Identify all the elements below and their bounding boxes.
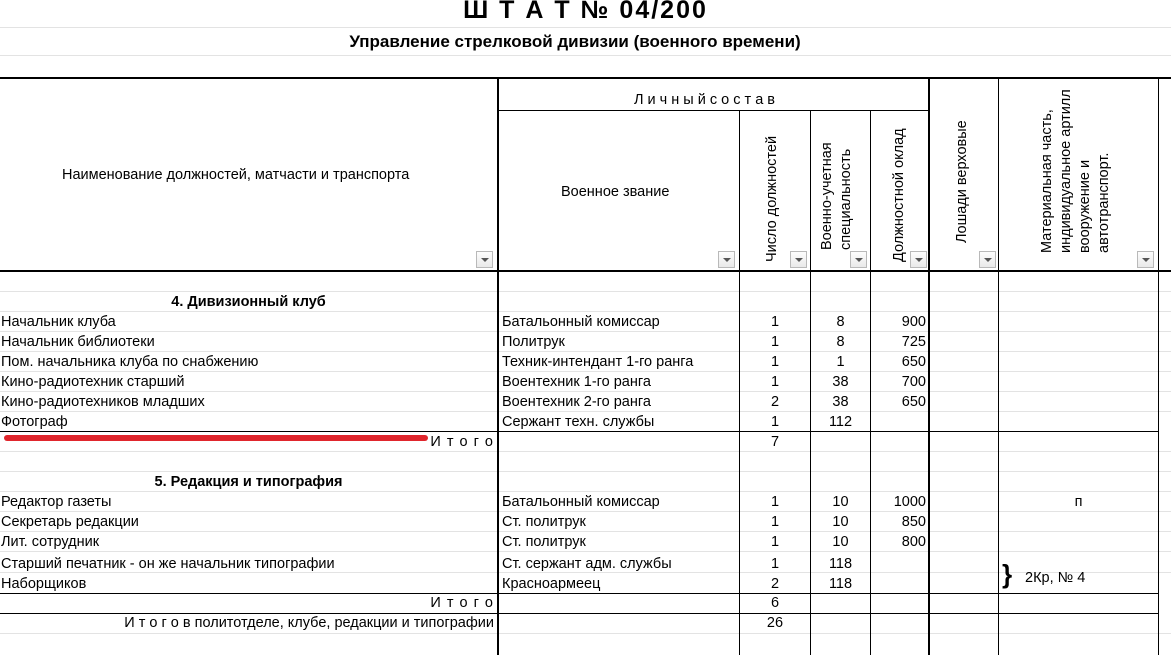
header-materiel-line4: автотранспорт. (1096, 152, 1112, 253)
row-vus: 38 (832, 394, 849, 410)
section-total-label: И т о г о (430, 434, 494, 450)
row-count: 2 (770, 576, 780, 592)
filter-dropdown-materiel[interactable] (1137, 251, 1154, 268)
header-salary: Должностной оклад (891, 128, 907, 262)
row-vus: 112 (828, 414, 853, 430)
header-specialty-line2: специальность (838, 148, 854, 250)
row-vus: 8 (836, 334, 845, 350)
row-rank: Ст. политрук (502, 514, 586, 530)
brace-symbol: } (1002, 559, 1013, 589)
row-rank: Сержант техн. службы (502, 414, 655, 430)
row-rank: Ст. политрук (502, 534, 586, 550)
row-salary: 700 (901, 374, 926, 390)
row-salary: 1000 (893, 494, 926, 510)
header-horses: Лошади верховые (954, 120, 970, 243)
header-materiel-line2: индивидуальное артилл (1058, 89, 1074, 253)
row-count: 1 (770, 414, 780, 430)
grand-total-label: И т о г о в политотделе, клубе, редакции и типографии (124, 615, 494, 631)
row-count: 1 (770, 354, 780, 370)
column-divider-end (1158, 78, 1159, 655)
section-total-count: 6 (770, 595, 780, 611)
header-count: Число должностей (764, 135, 780, 262)
row-count: 2 (770, 394, 780, 410)
row-rank: Воентехник 1-го ранга (502, 374, 651, 390)
row-salary: 850 (901, 514, 926, 530)
row-count: 1 (770, 556, 780, 572)
row-salary: 800 (901, 534, 926, 550)
row-rank: Техник-интендант 1-го ранга (502, 354, 694, 370)
row-vus: 8 (836, 314, 845, 330)
section-title-editorial: 5. Редакция и типография (154, 474, 343, 490)
row-count: 1 (770, 534, 780, 550)
row-salary: 900 (901, 314, 926, 330)
filter-dropdown-horses[interactable] (979, 251, 996, 268)
filter-dropdown-salary[interactable] (910, 251, 927, 268)
header-rank: Военное звание (561, 184, 670, 200)
row-name: Фотограф (1, 414, 68, 430)
section-total-label: И т о г о (430, 595, 494, 611)
total-top-border (0, 593, 1158, 594)
grand-total-count: 26 (766, 615, 784, 631)
filter-dropdown-rank[interactable] (718, 251, 735, 268)
row-vus: 10 (832, 534, 849, 550)
personnel-group-divider (497, 110, 929, 111)
column-divider-horses (928, 78, 930, 655)
filter-dropdown-vus[interactable] (850, 251, 867, 268)
row-name: Наборщиков (1, 576, 87, 592)
row-rank: Воентехник 2-го ранга (502, 394, 651, 410)
row-count: 1 (770, 314, 780, 330)
row-salary: 725 (901, 334, 926, 350)
row-count: 1 (770, 514, 780, 530)
printing-materiel-note: 2Кр, № 4 (1025, 570, 1086, 586)
row-name: Старший печатник - он же начальник типографии (1, 556, 335, 572)
header-top-border (0, 77, 1171, 79)
row-name: Начальник библиотеки (1, 334, 155, 350)
row-salary: 650 (901, 354, 926, 370)
row-name: Кино-радиотехник старший (1, 374, 185, 390)
column-divider-materiel (998, 78, 999, 655)
row-count: 1 (770, 374, 780, 390)
row-rank: Ст. сержант адм. службы (502, 556, 672, 572)
row-vus: 1 (836, 354, 845, 370)
header-bottom-border (0, 270, 1171, 272)
row-name: Начальник клуба (1, 314, 116, 330)
header-materiel-line3: вооружение и (1077, 159, 1093, 253)
document-title: Ш Т А Т № 04/200 (463, 0, 708, 24)
row-rank: Красноармеец (502, 576, 601, 592)
header-materiel-line1: Материальная часть, (1039, 109, 1055, 253)
header-name: Наименование должностей, матчасти и транспорта (62, 167, 410, 183)
document-subtitle: Управление стрелковой дивизии (военного времени) (349, 32, 801, 51)
column-divider-rank (497, 78, 499, 655)
section-total-count: 7 (770, 434, 780, 450)
filter-dropdown-count[interactable] (790, 251, 807, 268)
row-vus: 38 (832, 374, 849, 390)
row-name: Редактор газеты (1, 494, 112, 510)
row-count: 1 (770, 334, 780, 350)
row-rank: Батальонный комиссар (502, 314, 660, 330)
header-specialty-line1: Военно-учетная (819, 142, 835, 250)
section-title-club: 4. Дивизионный клуб (171, 294, 326, 310)
total-top-border (0, 431, 1158, 432)
row-vus: 118 (828, 576, 853, 592)
row-materiel-note: п (1074, 494, 1083, 510)
row-vus: 10 (832, 494, 849, 510)
row-name: Пом. начальника клуба по снабжению (1, 354, 259, 370)
row-vus: 10 (832, 514, 849, 530)
row-name: Секретарь редакции (1, 514, 139, 530)
header-personnel-group: Л и ч н ы й с о с т а в (634, 92, 775, 108)
row-rank: Политрук (502, 334, 565, 350)
filter-dropdown-name[interactable] (476, 251, 493, 268)
row-name: Лит. сотрудник (1, 534, 100, 550)
row-salary: 650 (901, 394, 926, 410)
row-count: 1 (770, 494, 780, 510)
row-name: Кино-радиотехников младших (1, 394, 205, 410)
row-vus: 118 (828, 556, 853, 572)
row-rank: Батальонный комиссар (502, 494, 660, 510)
